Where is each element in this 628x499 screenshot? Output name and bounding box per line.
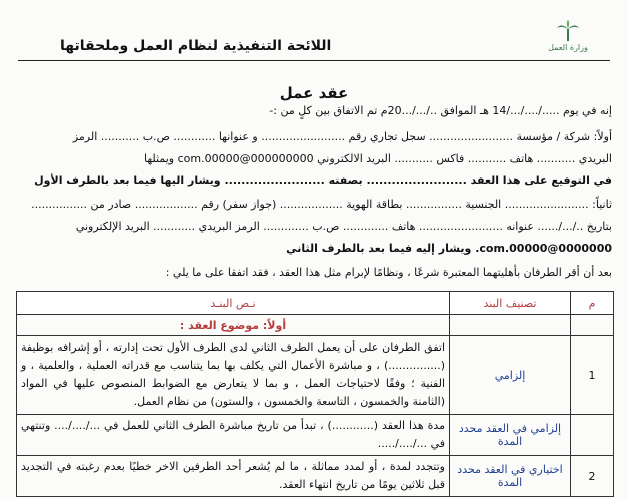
clause-text: وتتجدد لمدة ، أو لمدد مماثلة ، ما لم يُشعر أحد الطرفين الاخر خطيًا بعدم رغبته في التجديد قبل ثلاثين يومًا من تاريخ انتهاء العقد. [17, 456, 450, 497]
clause-text: مدة هذا العقد (............) ، تبدأ من تاريخ مباشرة الطرف الثاني للعمل في .../..../.... وتنتهي في .../..../..... [17, 415, 450, 456]
regulation-title: اللائحة التنفيذية لنظام العمل وملحقاتها [60, 38, 332, 54]
clause-text: اتفق الطرفان على أن يعمل الطرف الثاني لدى الطرف الأول تحت إدارته ، أو إشرافه بوظيفة (...............) ، و مباشرة الأعمال التي يكلف بها بما يتناسب مع قدراته العملية ، والعلمية ، و الفنية ؛ وفقًا لاحتياجات العمل ، و بما لا يتعارض مع الضوابط المنصوص عليها في المواد (الثامنة والخمسون ، التاسعة والخمسون ، والستون) من نظام العمل. [17, 336, 450, 415]
column-header-number: م [571, 292, 614, 315]
preamble-line-agreement: بعد أن أقر الطرفان بأهليتهما المعتبرة شرعًا ، ونظامًا لإبرام مثل هذا العقد ، فقد اتفقا على ما يلي : [165, 266, 612, 279]
section-row [17, 315, 614, 336]
clause-classification: إلزامي في العقد محدد المدة [450, 415, 571, 456]
preamble-line-date: إنه في يوم ...../..../.../14 هـ الموافق ../.../...20م تم الاتفاق بين كلٍ من :- [269, 104, 612, 117]
clause-number [571, 415, 614, 456]
preamble-line-address: بتاريخ ../.../...... عنوانه ........................ هاتف ............. ص.ب ............. الرمز البريدي ............ البريد الإلكتروني [75, 220, 612, 233]
preamble-line-second-party-ref: 0000000@00000.com. ويشار إليه فيما بعد بالطرف الثاني [286, 242, 612, 255]
section-title: أولاً: موضوع العقد : [17, 315, 450, 336]
header-divider [18, 60, 610, 61]
page-header [0, 0, 628, 62]
preamble-line-contact: البريدي ........... هاتف ........... فاكس ........... البريد الالكتروني 000000000@00000.com ويمثلها [143, 152, 612, 165]
palm-logo-icon [555, 20, 581, 42]
table-row [17, 336, 614, 415]
contract-title: عقد عمل [279, 84, 349, 102]
clause-classification: اختياري في العقد محدد المدة [450, 456, 571, 497]
preamble-line-company: أولاً: شركة / مؤسسة ........................ سجل تجاري رقم ........................ و عنوانها ............ ص.ب ........... الرمز [72, 130, 612, 143]
table-row [17, 456, 614, 497]
ministry-logo [538, 20, 598, 60]
preamble-line-first-party: في التوقيع على هذا العقد ........................ بصفته ........................ ويشار اليها فيما بعد بالطرف الأول [34, 174, 612, 187]
clause-number: 1 [571, 336, 614, 415]
clause-classification: إلزامي [450, 336, 571, 415]
contract-clauses-table [16, 291, 614, 497]
column-header-clause-text: نـص البنـد [17, 292, 450, 315]
logo-text: وزارة العمل [548, 43, 588, 52]
column-header-classification: تصنيف البند [450, 292, 571, 315]
table-header-row [17, 292, 614, 315]
clause-number: 2 [571, 456, 614, 497]
preamble-line-second-party: ثانياً: ........................ الجنسية ................ بطاقة الهوية .................. (جواز سفر) رقم .................. صادر من ................ [31, 198, 612, 211]
table-row [17, 415, 614, 456]
